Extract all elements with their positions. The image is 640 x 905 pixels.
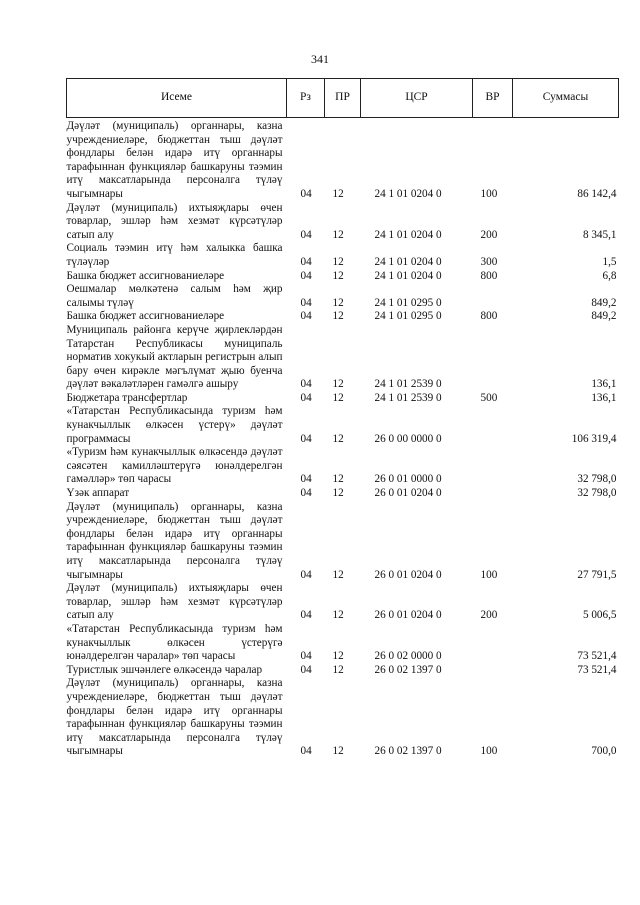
header-pr: ПР — [325, 79, 361, 118]
table-header — [67, 79, 619, 118]
cell-name: Башка бюджет ассигнованиеләре — [66, 310, 225, 323]
cell-vr: 100 — [480, 568, 498, 581]
cell-csr: 26 0 01 0204 0 — [374, 487, 442, 500]
cell-name: Дәүләт (муниципаль) органнары, казна учреждениеләре, бюджеттан тыш дәүләт фондлары белән идарә итү органнары тарафыннан функцияләр башкаруны тәэмин итү максатларында персоналга түләү чыгымнары — [66, 120, 283, 200]
cell-rz: 04 — [300, 609, 312, 622]
cell-sum: 6,8 — [602, 269, 617, 282]
cell-rz: 04 — [300, 432, 312, 445]
cell-csr: 26 0 02 1397 0 — [374, 745, 442, 758]
cell-sum: 136,1 — [591, 391, 617, 404]
page-number: 341 — [311, 52, 329, 66]
cell-csr: 26 0 02 0000 0 — [374, 650, 442, 663]
cell-sum: 1,5 — [602, 255, 617, 268]
cell-csr: 24 1 01 0204 0 — [374, 228, 442, 241]
cell-vr: 800 — [480, 310, 498, 323]
table-row — [67, 242, 619, 269]
cell-vr — [473, 487, 513, 501]
cell-csr: 26 0 02 1397 0 — [374, 663, 442, 676]
cell-rz: 04 — [300, 650, 312, 663]
table-row — [67, 487, 619, 501]
cell-pr: 12 — [332, 650, 344, 663]
table-row — [67, 283, 619, 310]
cell-vr — [473, 324, 513, 392]
cell-name: Дәүләт (муниципаль) ихтыяҗлары өчен товарлар, эшләр һәм хезмәт күрсәтүләр сатып алу — [66, 582, 283, 622]
cell-vr: 800 — [480, 269, 498, 282]
cell-rz: 04 — [300, 296, 312, 309]
table-row — [67, 664, 619, 678]
cell-pr: 12 — [332, 473, 344, 486]
cell-rz: 04 — [300, 568, 312, 581]
cell-rz: 04 — [300, 745, 312, 758]
cell-rz: 04 — [300, 187, 312, 200]
cell-vr: 200 — [480, 228, 498, 241]
cell-name: Дәүләт (муниципаль) органнары, казна учреждениеләре, бюджеттан тыш дәүләт фондлары белән идарә итү органнары тарафыннан функцияләр башкаруны тәэмин итү максатларында персоналга түләү чыгымнары — [66, 677, 283, 758]
cell-pr: 12 — [332, 310, 344, 323]
cell-sum: 73 521,4 — [577, 663, 617, 676]
cell-csr: 24 1 01 0204 0 — [374, 255, 442, 268]
cell-sum: 106 319,4 — [571, 432, 617, 445]
cell-rz: 04 — [300, 391, 312, 404]
header-name: Исеме — [67, 79, 287, 118]
cell-sum: 849,2 — [591, 296, 617, 309]
table-row — [67, 501, 619, 583]
cell-sum: 32 798,0 — [577, 473, 617, 486]
cell-vr — [473, 664, 513, 678]
table-body — [67, 118, 619, 759]
cell-name: «Татарстан Республикасында туризм һәм кунакчыллык өлкәсен үстерүгә юнәлдерелгән чаралар» төп чарасы — [66, 622, 283, 663]
budget-table — [66, 78, 619, 759]
cell-csr: 24 1 01 0204 0 — [374, 187, 442, 200]
cell-pr: 12 — [332, 745, 344, 758]
cell-csr: 24 1 01 2539 0 — [374, 391, 442, 404]
table-row — [67, 310, 619, 324]
cell-csr: 26 0 01 0204 0 — [374, 609, 442, 622]
cell-rz: 04 — [300, 255, 312, 268]
cell-vr — [473, 283, 513, 310]
cell-name: Дәүләт (муниципаль) ихтыяҗлары өчен товарлар, эшләр һәм хезмәт күрсәтүләр сатып алу — [66, 201, 283, 241]
cell-sum: 5 006,5 — [582, 609, 617, 622]
cell-sum: 86 142,4 — [577, 187, 617, 200]
cell-pr: 12 — [332, 391, 344, 404]
table-row — [67, 392, 619, 406]
cell-pr: 12 — [332, 228, 344, 241]
cell-vr — [473, 446, 513, 487]
table-row — [67, 446, 619, 487]
cell-name: Башка бюджет ассигнованиеләре — [66, 269, 225, 282]
cell-vr: 100 — [480, 187, 498, 200]
cell-rz: 04 — [300, 378, 312, 391]
cell-rz: 04 — [300, 269, 312, 282]
cell-csr: 24 1 01 0295 0 — [374, 296, 442, 309]
cell-sum: 8 345,1 — [582, 228, 617, 241]
table-row — [67, 324, 619, 392]
cell-sum: 32 798,0 — [577, 487, 617, 500]
table-row — [67, 118, 619, 202]
cell-csr: 26 0 01 0204 0 — [374, 568, 442, 581]
cell-name: Социаль тәэмин итү һәм халыкка башка түләүләр — [66, 242, 283, 268]
cell-sum: 73 521,4 — [577, 650, 617, 663]
cell-vr: 500 — [480, 391, 498, 404]
cell-vr: 200 — [480, 609, 498, 622]
cell-name: Туристлык эшчәнлеге өлкәсендә чаралар — [66, 663, 263, 676]
cell-sum: 849,2 — [591, 310, 617, 323]
table-row — [67, 623, 619, 664]
cell-vr — [473, 623, 513, 664]
table-row — [67, 270, 619, 284]
cell-name: Муниципаль районга керүче җирлекләрдән Татарстан Республикасы муниципаль норматив хокукый актларын регистрын алып бару өчен кирәкле мәгълүмат җыю буенча дәүләт вәкаләтләрен гамәлгә ашыру — [66, 323, 283, 391]
header-csr: ЦСР — [361, 79, 473, 118]
cell-pr: 12 — [332, 609, 344, 622]
cell-csr: 24 1 01 2539 0 — [374, 378, 442, 391]
header-vr: ВР — [473, 79, 513, 118]
cell-pr: 12 — [332, 487, 344, 500]
cell-name: «Татарстан Республикасында туризм һәм кунакчыллык өлкәсен үстерү» дәүләт программасы — [66, 405, 283, 445]
cell-name: «Туризм һәм кунакчыллык өлкәсендә дәүләт сәясәтен камилләштерүгә юнәлдерелгән гамәлләр» төп чарасы — [66, 446, 283, 486]
cell-name: Оешмалар мөлкәтенә салым һәм җир салымы түләү — [66, 283, 283, 309]
cell-name: Үзәк аппарат — [66, 487, 130, 500]
cell-csr: 26 0 00 0000 0 — [374, 432, 442, 445]
header-rz: Рз — [287, 79, 325, 118]
cell-pr: 12 — [332, 663, 344, 676]
cell-name: Дәүләт (муниципаль) органнары, казна учреждениеләре, бюджеттан тыш дәүләт фондлары белән идарә итү органнары тарафыннан функцияләр башкаруны тәэмин итү максатларында персоналга түләү чыгымнары — [66, 500, 283, 581]
cell-vr: 300 — [480, 255, 498, 268]
cell-vr — [473, 405, 513, 446]
cell-rz: 04 — [300, 663, 312, 676]
cell-pr: 12 — [332, 432, 344, 445]
cell-csr: 26 0 01 0000 0 — [374, 473, 442, 486]
cell-pr: 12 — [332, 296, 344, 309]
cell-sum: 700,0 — [591, 745, 617, 758]
cell-pr: 12 — [332, 568, 344, 581]
cell-csr: 24 1 01 0295 0 — [374, 310, 442, 323]
cell-sum: 27 791,5 — [577, 568, 617, 581]
cell-pr: 12 — [332, 255, 344, 268]
cell-pr: 12 — [332, 269, 344, 282]
header-sum: Суммасы — [513, 79, 619, 118]
table-row — [67, 582, 619, 623]
cell-rz: 04 — [300, 228, 312, 241]
cell-vr: 100 — [480, 745, 498, 758]
table-row — [67, 405, 619, 446]
table-row — [67, 677, 619, 759]
cell-rz: 04 — [300, 310, 312, 323]
cell-pr: 12 — [332, 378, 344, 391]
cell-name: Бюджетара трансфертлар — [66, 391, 188, 404]
cell-sum: 136,1 — [591, 378, 617, 391]
cell-rz: 04 — [300, 473, 312, 486]
table-row — [67, 202, 619, 243]
cell-rz: 04 — [300, 487, 312, 500]
cell-pr: 12 — [332, 187, 344, 200]
cell-csr: 24 1 01 0204 0 — [374, 269, 442, 282]
